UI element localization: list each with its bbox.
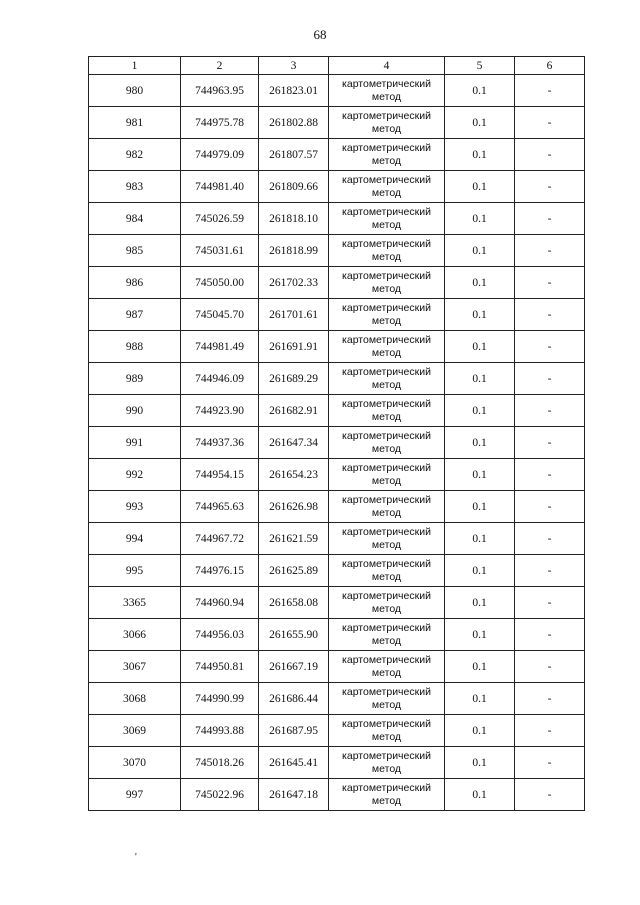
cell-method: картометрический метод (329, 523, 445, 555)
header-col-4: 4 (329, 57, 445, 75)
table-row (89, 683, 585, 715)
table-row (89, 523, 585, 555)
cell-y-coordinate: 261809.66 (259, 171, 329, 203)
cell-note: - (515, 491, 585, 523)
cell-method: картометрический метод (329, 779, 445, 811)
cell-x-coordinate: 744979.09 (181, 139, 259, 171)
cell-point-id: 987 (89, 299, 181, 331)
cell-method: картометрический метод (329, 203, 445, 235)
cell-x-coordinate: 744960.94 (181, 587, 259, 619)
header-row (89, 57, 585, 75)
cell-note: - (515, 715, 585, 747)
cell-y-coordinate: 261818.10 (259, 203, 329, 235)
cell-y-coordinate: 261654.23 (259, 459, 329, 491)
header-col-2: 2 (181, 57, 259, 75)
cell-accuracy: 0.1 (445, 619, 515, 651)
cell-method: картометрический метод (329, 459, 445, 491)
cell-note: - (515, 139, 585, 171)
cell-point-id: 989 (89, 363, 181, 395)
cell-note: - (515, 235, 585, 267)
cell-accuracy: 0.1 (445, 331, 515, 363)
cell-point-id: 985 (89, 235, 181, 267)
cell-note: - (515, 267, 585, 299)
cell-point-id: 994 (89, 523, 181, 555)
cell-x-coordinate: 744981.49 (181, 331, 259, 363)
table-row (89, 235, 585, 267)
cell-method: картометрический метод (329, 555, 445, 587)
cell-method: картометрический метод (329, 171, 445, 203)
cell-x-coordinate: 744976.15 (181, 555, 259, 587)
cell-point-id: 990 (89, 395, 181, 427)
cell-note: - (515, 331, 585, 363)
cell-x-coordinate: 744967.72 (181, 523, 259, 555)
cell-y-coordinate: 261655.90 (259, 619, 329, 651)
cell-x-coordinate: 744946.09 (181, 363, 259, 395)
cell-note: - (515, 107, 585, 139)
cell-method: картометрический метод (329, 75, 445, 107)
table-row (89, 363, 585, 395)
cell-x-coordinate: 744993.88 (181, 715, 259, 747)
cell-y-coordinate: 261701.61 (259, 299, 329, 331)
cell-y-coordinate: 261689.29 (259, 363, 329, 395)
cell-y-coordinate: 261658.08 (259, 587, 329, 619)
cell-method: картометрический метод (329, 331, 445, 363)
cell-accuracy: 0.1 (445, 683, 515, 715)
cell-point-id: 992 (89, 459, 181, 491)
table-row (89, 395, 585, 427)
cell-note: - (515, 747, 585, 779)
cell-y-coordinate: 261667.19 (259, 651, 329, 683)
cell-method: картометрический метод (329, 395, 445, 427)
cell-y-coordinate: 261682.91 (259, 395, 329, 427)
cell-x-coordinate: 744990.99 (181, 683, 259, 715)
cell-note: - (515, 523, 585, 555)
cell-note: - (515, 171, 585, 203)
cell-x-coordinate: 745031.61 (181, 235, 259, 267)
table-row (89, 619, 585, 651)
cell-note: - (515, 363, 585, 395)
cell-point-id: 991 (89, 427, 181, 459)
cell-accuracy: 0.1 (445, 555, 515, 587)
cell-method: картометрический метод (329, 299, 445, 331)
cell-point-id: 988 (89, 331, 181, 363)
cell-method: картометрический метод (329, 651, 445, 683)
cell-accuracy: 0.1 (445, 587, 515, 619)
header-col-3: 3 (259, 57, 329, 75)
cell-y-coordinate: 261647.34 (259, 427, 329, 459)
table-row (89, 747, 585, 779)
cell-accuracy: 0.1 (445, 203, 515, 235)
cell-method: картометрический метод (329, 107, 445, 139)
cell-x-coordinate: 744975.78 (181, 107, 259, 139)
table-row (89, 459, 585, 491)
cell-x-coordinate: 745026.59 (181, 203, 259, 235)
cell-point-id: 980 (89, 75, 181, 107)
cell-point-id: 3070 (89, 747, 181, 779)
cell-x-coordinate: 745022.96 (181, 779, 259, 811)
cell-point-id: 986 (89, 267, 181, 299)
cell-accuracy: 0.1 (445, 171, 515, 203)
cell-accuracy: 0.1 (445, 491, 515, 523)
table-row (89, 267, 585, 299)
coordinates-table (88, 56, 585, 811)
table-row (89, 555, 585, 587)
cell-accuracy: 0.1 (445, 427, 515, 459)
cell-note: - (515, 395, 585, 427)
table-row (89, 139, 585, 171)
cell-y-coordinate: 261686.44 (259, 683, 329, 715)
cell-accuracy: 0.1 (445, 107, 515, 139)
header-col-5: 5 (445, 57, 515, 75)
cell-accuracy: 0.1 (445, 651, 515, 683)
cell-method: картометрический метод (329, 619, 445, 651)
cell-x-coordinate: 744981.40 (181, 171, 259, 203)
table-body (89, 75, 585, 811)
cell-point-id: 3069 (89, 715, 181, 747)
cell-y-coordinate: 261647.18 (259, 779, 329, 811)
table-row (89, 651, 585, 683)
cell-accuracy: 0.1 (445, 459, 515, 491)
cell-note: - (515, 587, 585, 619)
table-row (89, 75, 585, 107)
cell-accuracy: 0.1 (445, 139, 515, 171)
cell-accuracy: 0.1 (445, 299, 515, 331)
table-row (89, 171, 585, 203)
table-row (89, 587, 585, 619)
cell-note: - (515, 75, 585, 107)
cell-accuracy: 0.1 (445, 235, 515, 267)
cell-accuracy: 0.1 (445, 363, 515, 395)
margin-mark: ' (135, 852, 137, 863)
cell-y-coordinate: 261823.01 (259, 75, 329, 107)
cell-point-id: 984 (89, 203, 181, 235)
cell-point-id: 3066 (89, 619, 181, 651)
table-row (89, 107, 585, 139)
cell-note: - (515, 619, 585, 651)
cell-point-id: 983 (89, 171, 181, 203)
cell-note: - (515, 779, 585, 811)
cell-method: картометрический метод (329, 683, 445, 715)
cell-method: картометрический метод (329, 747, 445, 779)
cell-x-coordinate: 744923.90 (181, 395, 259, 427)
cell-x-coordinate: 744937.36 (181, 427, 259, 459)
cell-method: картометрический метод (329, 235, 445, 267)
cell-point-id: 982 (89, 139, 181, 171)
cell-note: - (515, 427, 585, 459)
page-number: 68 (313, 27, 327, 42)
cell-x-coordinate: 744963.95 (181, 75, 259, 107)
cell-x-coordinate: 744950.81 (181, 651, 259, 683)
cell-y-coordinate: 261625.89 (259, 555, 329, 587)
cell-note: - (515, 683, 585, 715)
table-row (89, 299, 585, 331)
cell-point-id: 3365 (89, 587, 181, 619)
cell-point-id: 3067 (89, 651, 181, 683)
cell-accuracy: 0.1 (445, 779, 515, 811)
cell-accuracy: 0.1 (445, 747, 515, 779)
cell-method: картометрический метод (329, 363, 445, 395)
cell-x-coordinate: 745050.00 (181, 267, 259, 299)
cell-point-id: 993 (89, 491, 181, 523)
table-row (89, 331, 585, 363)
cell-note: - (515, 555, 585, 587)
cell-note: - (515, 651, 585, 683)
cell-method: картометрический метод (329, 715, 445, 747)
cell-accuracy: 0.1 (445, 395, 515, 427)
cell-y-coordinate: 261691.91 (259, 331, 329, 363)
cell-x-coordinate: 744965.63 (181, 491, 259, 523)
cell-method: картометрический метод (329, 267, 445, 299)
table-row (89, 203, 585, 235)
cell-point-id: 997 (89, 779, 181, 811)
cell-method: картометрический метод (329, 491, 445, 523)
cell-y-coordinate: 261702.33 (259, 267, 329, 299)
cell-note: - (515, 299, 585, 331)
header-col-1: 1 (89, 57, 181, 75)
cell-x-coordinate: 745045.70 (181, 299, 259, 331)
cell-y-coordinate: 261687.95 (259, 715, 329, 747)
table-row (89, 715, 585, 747)
table-row (89, 779, 585, 811)
cell-point-id: 3068 (89, 683, 181, 715)
cell-accuracy: 0.1 (445, 75, 515, 107)
cell-y-coordinate: 261818.99 (259, 235, 329, 267)
table-row (89, 427, 585, 459)
cell-accuracy: 0.1 (445, 267, 515, 299)
cell-point-id: 995 (89, 555, 181, 587)
cell-method: картометрический метод (329, 139, 445, 171)
cell-note: - (515, 203, 585, 235)
table-header (89, 57, 585, 75)
cell-y-coordinate: 261621.59 (259, 523, 329, 555)
cell-y-coordinate: 261626.98 (259, 491, 329, 523)
cell-method: картометрический метод (329, 587, 445, 619)
table-row (89, 491, 585, 523)
cell-accuracy: 0.1 (445, 523, 515, 555)
cell-y-coordinate: 261645.41 (259, 747, 329, 779)
cell-method: картометрический метод (329, 427, 445, 459)
cell-x-coordinate: 744956.03 (181, 619, 259, 651)
cell-x-coordinate: 745018.26 (181, 747, 259, 779)
cell-y-coordinate: 261802.88 (259, 107, 329, 139)
cell-note: - (515, 459, 585, 491)
header-col-6: 6 (515, 57, 585, 75)
cell-x-coordinate: 744954.15 (181, 459, 259, 491)
cell-accuracy: 0.1 (445, 715, 515, 747)
cell-y-coordinate: 261807.57 (259, 139, 329, 171)
cell-point-id: 981 (89, 107, 181, 139)
